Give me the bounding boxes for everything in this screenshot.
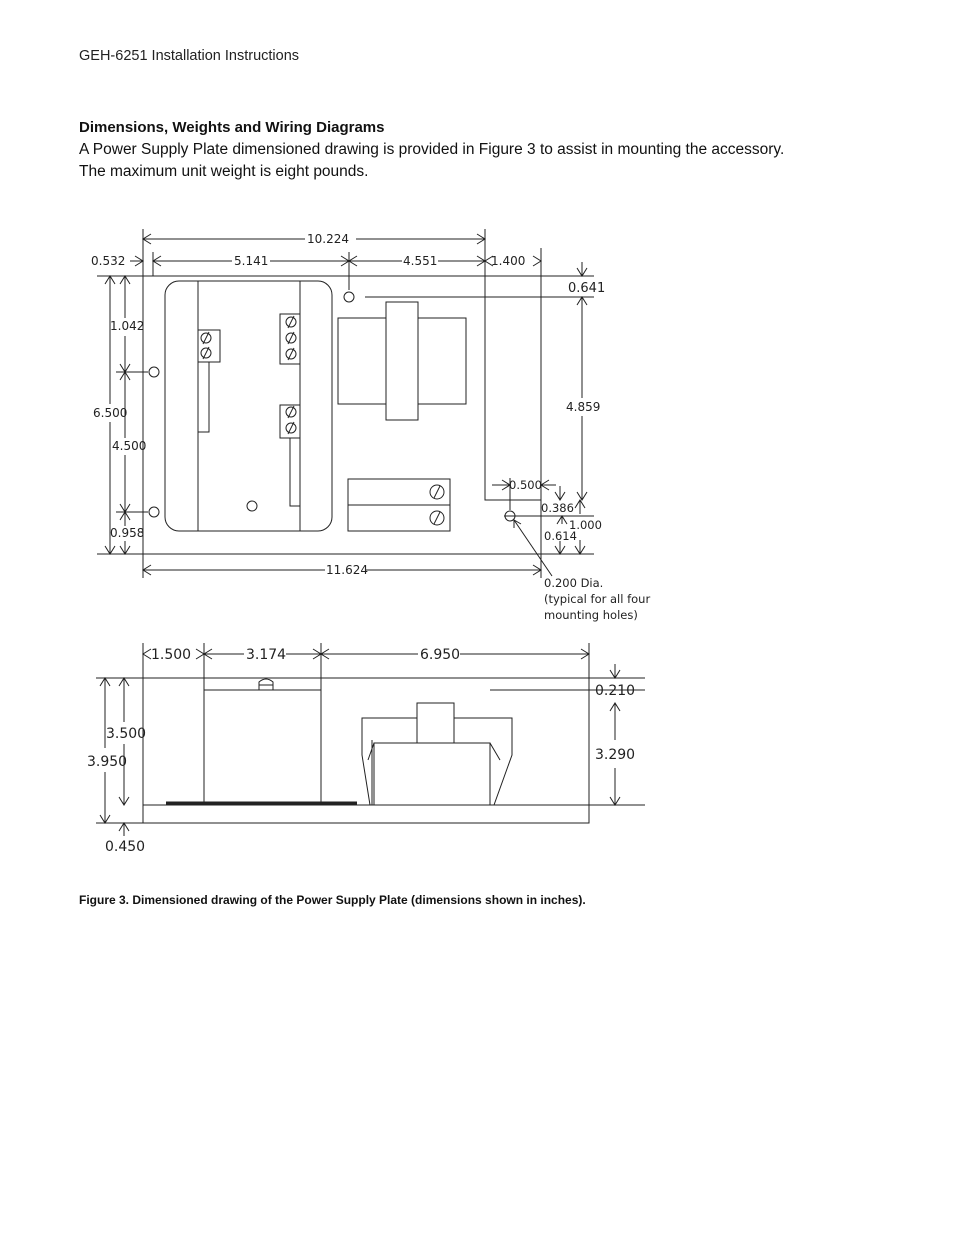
dim-hole-spacing: 4.500: [112, 439, 147, 453]
top-view: [91, 229, 650, 622]
dim-plate-thickness: 0.450: [105, 839, 146, 855]
dim-total-width: 11.624: [326, 563, 368, 577]
side-view-terminal-box: [204, 690, 321, 805]
figure-caption: Figure 3. Dimensioned drawing of the Power Supply Plate (dimensions shown in inches).: [79, 893, 586, 907]
section-title: Dimensions, Weights and Wiring Diagrams: [79, 119, 385, 136]
mounting-hole: [149, 367, 159, 377]
dim-side-total-height: 3.950: [87, 754, 128, 770]
dim-side-right-height: 3.290: [595, 747, 636, 763]
side-view: [87, 643, 645, 855]
dim-left-section: 5.141: [234, 254, 269, 268]
dim-hole-sum: 1.000: [569, 518, 602, 532]
hole-note-line-1: 0.200 Dia.: [544, 576, 604, 590]
running-header: GEH-6251 Installation Instructions: [79, 48, 300, 64]
section-body-line-2: The maximum unit weight is eight pounds.: [79, 163, 369, 180]
dim-overall-span: 10.224: [307, 232, 349, 246]
side-view-plate: [143, 805, 589, 823]
transformer-winding: [386, 302, 418, 420]
dim-right-offset: 1.400: [491, 254, 526, 268]
top-view-panel: [165, 281, 332, 531]
dim-side-inner-height: 3.500: [106, 726, 147, 742]
dim-upper-left: 1.042: [110, 319, 145, 333]
dim-middle-section: 4.551: [403, 254, 438, 268]
dim-side-left: 1.500: [151, 647, 192, 663]
side-view-transformer: [374, 743, 490, 805]
dim-side-middle: 3.174: [246, 647, 287, 663]
dim-hole-x: 0.500: [509, 478, 542, 492]
section-body-line-1: A Power Supply Plate dimensioned drawing is provided in Figure 3 to assist in mounting the accessory.: [79, 141, 785, 158]
hole-note-line-2: (typical for all four: [544, 592, 651, 606]
dim-left-offset: 0.532: [91, 254, 126, 268]
dim-hole-y-upper: 0.386: [541, 501, 574, 515]
dim-right-height: 4.859: [566, 400, 601, 414]
dim-lower-left: 0.958: [110, 526, 145, 540]
dim-side-top-gap: 0.210: [595, 683, 636, 699]
mounting-hole: [344, 292, 354, 302]
hole-note-line-3: mounting holes): [544, 608, 638, 622]
dim-hole-y-lower: 0.614: [544, 529, 577, 543]
dim-total-height: 6.500: [93, 406, 128, 420]
mounting-hole: [149, 507, 159, 517]
dim-side-right: 6.950: [420, 647, 461, 663]
dim-top-right: 0.641: [568, 281, 606, 296]
